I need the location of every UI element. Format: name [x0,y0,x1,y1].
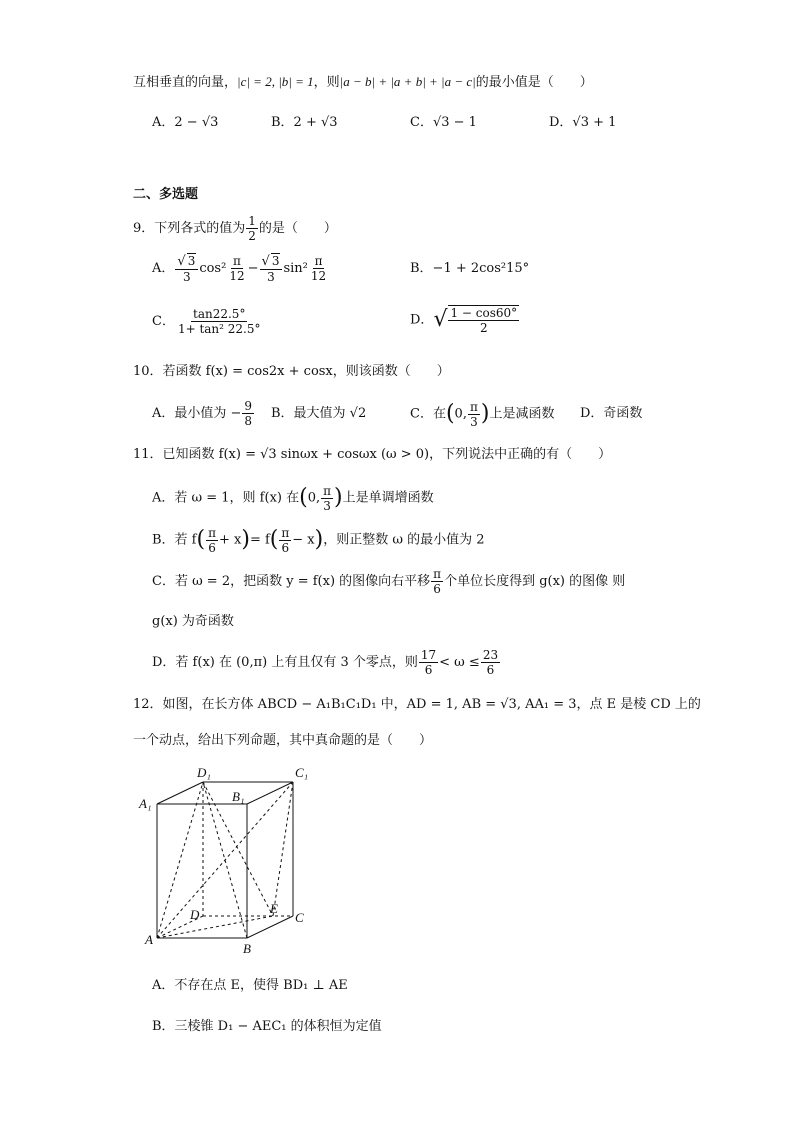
q11-b-pi: π [208,525,216,540]
q9-a-frac4 [309,254,328,283]
q11-d-frac2 [481,648,500,677]
q11-c-text: C．若 ω = 2，把函数 y = f(x) 的图像向右平移 [152,574,431,589]
q11-b-frac1 [206,526,218,555]
label-a: A [145,932,153,947]
q9-a-den-2: 3 [267,269,275,284]
q11-option-c-cont: g(x) 为奇函数 [152,614,234,629]
q8-stem [133,72,593,93]
q9-c-label: C． [152,314,175,329]
q11-b-pi-2: π [281,525,290,540]
q10-option-c: C．在(0, $\frac{\pi}{3}$ )上是减函数 [410,399,555,429]
q9-option-a [152,252,329,286]
cuboid-figure [135,762,325,962]
q12-option-b: B．三棱锥 D₁ − AEC₁ 的体积恒为定值 [152,1019,382,1034]
q10-a-frac [242,399,254,428]
q9-a-12-2: 12 [310,269,327,283]
q11-b-plus-x: + x [218,532,242,548]
q8-option-d: D．√3 + 1 [549,115,617,130]
q10-stem: 10．若函数 f(x) = cos2x + cosx，则该函数（ ） [133,364,450,379]
q9-a-pi-2: π [314,254,323,268]
q8-expression: |a − b| + |a + b| + |a − c| [339,74,476,89]
q11-b-eq: = f [249,532,270,548]
q11-c-frac [431,567,443,596]
q11-a-text: A．若 ω = 1，则 f(x) 在 [152,490,300,506]
q10-c-pi: π [469,399,478,414]
label-b1: B₁ [232,789,245,804]
q8-condition: |c| = 2, |b| = 1 [237,74,314,89]
q11-d-mid: < ω ≤ [439,655,480,670]
q11-b-text-2: ，则正整数 ω 的最小值为 2 [323,532,485,548]
q11-b-6-2: 6 [281,540,290,555]
label-d1: D₁ [197,765,211,780]
q9-half-den: 2 [248,229,256,243]
q9-half [246,214,258,243]
q9-a-den: 3 [183,269,191,284]
q8-question: 的最小值是（ ） [475,75,593,90]
q9-a-minus: − [247,261,259,276]
q11-d-17: 17 [420,648,437,662]
q10-a-text: A．最小值为 − [152,406,242,421]
q9-a-frac3: $\frac{√ 3}{3}$ [260,254,283,284]
q12-stem-line2: 一个动点，给出下列命题，其中真命题的是（ ） [133,733,433,748]
q9-a-sqrt3: 3 [187,253,196,268]
q9-a-frac2 [227,254,246,283]
q11-b-6: 6 [208,540,216,555]
q9-d-den: 2 [480,321,488,335]
q10-c-3: 3 [470,414,478,429]
q11-stem: 11．已知函数 f(x) = √3 sinωx + cosωx (ω > 0)，下列说法中正确的有（ ） [133,447,612,462]
q9-option-c [152,305,264,339]
label-e: E [270,901,278,916]
q8-stem-text-2: ，则 [313,75,340,90]
q8-stem-text: 互相垂直的向量， [133,75,238,90]
label-c: C [295,910,304,925]
edge-b1c1 [247,782,293,804]
q11-b-frac2 [279,526,291,555]
q9-a-pi: π [233,254,241,268]
q12-option-a: A．不存在点 E，使得 BD₁ ⊥ AE [152,978,348,993]
q8-option-b: B．2 + √3 [271,115,338,130]
q9-stem-text-2: 的是（ ） [258,221,337,236]
q9-c-den: 1+ tan² 22.5° [177,322,261,336]
q9-a-frac1: $\frac{√ 3}{3}$ [175,254,198,284]
q9-option-b: B．−1 + 2cos²15° [410,261,530,276]
label-c1: C₁ [295,765,309,780]
label-b: B [243,941,251,956]
q9-a-cos: cos² [199,261,227,276]
q11-c-6: 6 [433,582,441,596]
edge-a1d1 [157,782,203,804]
q11-b-text: B．若 f [152,532,197,548]
q9-a-12: 12 [229,269,245,283]
q11-b-minus-x: − x [292,532,315,548]
q8-option-c: C．√3 − 1 [410,115,477,130]
q11-a-frac [321,484,333,513]
q10-a-den: 8 [244,414,253,428]
q10-c-text: C．在 [410,406,446,422]
q11-a-3: 3 [323,498,331,513]
q10-a-num: 9 [244,399,253,413]
label-d: D [190,907,200,922]
q11-d-6-2: 6 [486,663,495,677]
section-title: 二、多选题 [133,187,199,202]
q9-a-sqrt3-2: 3 [271,253,280,268]
q11-d-text: D．若 f(x) 在 (0,π) 上有且仅有 3 个零点，则 [152,655,418,670]
q9-c-frac [176,307,263,336]
q12-stem-line1: 12．如图，在长方体 ABCD − A₁B₁C₁D₁ 中，AD = 1, AB = √3, AA₁ = 3，点 E 是棱 CD 上的 [133,697,701,712]
q11-c-pi: π [433,567,442,581]
q9-a-label: A． [152,261,175,276]
q11-option-d [152,646,501,680]
q11-d-23: 23 [482,648,499,662]
q11-d-6: 6 [424,663,433,677]
q9-d-frac [448,305,519,335]
q11-option-a: A．若 ω = 1，则 f(x) 在(0, $\frac{\pi}{3}$ )上是单调增函数 [152,483,434,513]
q10-c-frac [468,400,480,429]
q11-a-text-2: 上是单调增函数 [342,490,434,506]
q9-stem-text: 9．下列各式的值为 [133,221,246,236]
q10-option-b: B．最大值为 √2 [271,406,367,421]
q9-d-num: 1 − cos60° [450,306,518,320]
q11-a-pi: π [323,483,331,498]
q9-d-label: D． [410,312,434,328]
q11-d-frac1 [419,648,438,677]
q8-option-a: A．2 − √3 [152,115,219,130]
q10-option-a [152,397,255,431]
q9-half-num: 1 [248,214,256,228]
q9-a-sin: sin² [283,261,308,276]
line-ae [157,916,273,938]
q11-c-text-2: 个单位长度得到 g(x) 的图像 则 [444,574,626,589]
q10-option-d: D．奇函数 [580,406,643,421]
q10-c-text-2: 上是减函数 [489,406,555,422]
q9-stem [133,214,337,244]
q9-c-num: tan22.5° [193,307,246,321]
label-a1: A₁ [139,796,152,811]
q11-option-c [152,565,625,599]
q11-option-b: B．若 f( $\frac{\pi}{6}$ + x)= f( $\frac{\pi}{6}$ − x)，则正整数 ω 的最小值为 2 [152,525,485,555]
q10-c-interval: 0, [454,406,467,422]
q9-option-d: D．√ $\frac{1 - \cos 60^\circ}{2}$ [410,306,518,335]
